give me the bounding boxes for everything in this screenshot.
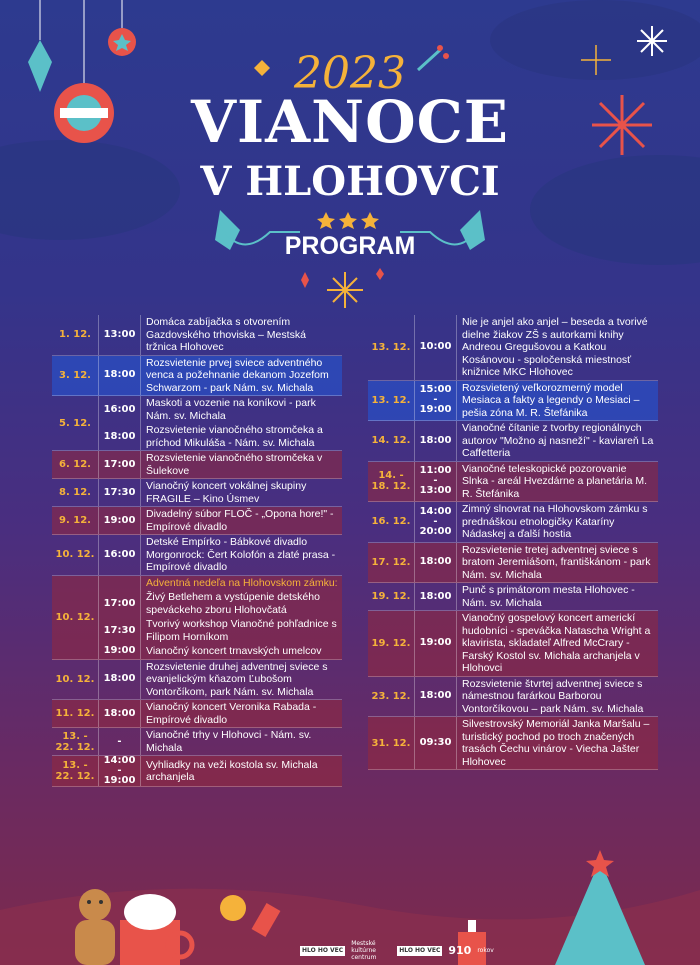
event-description: Maskoti a vozenie na koníkovi - park Nám. sv. Michala <box>146 397 316 422</box>
event-time: 18:00 <box>99 660 141 700</box>
event-item <box>99 356 342 396</box>
event-item <box>415 611 658 676</box>
event-description: Nie je anjel ako anjel – beseda a tvorivé dielne žiakov ZŠ s autorkami knihy Andreou Gregušovou a Katkou Kosánovou - spoločenská miestnosť knižnice MKC Hlohovec <box>462 316 648 378</box>
schedule-row <box>368 543 658 584</box>
gingerbread-icon <box>75 889 115 965</box>
event-date: 8. 12. <box>52 479 99 506</box>
schedule-row <box>52 535 342 576</box>
event-description: Domáca zabíjačka s otvorením Gazdovského trhoviska – Mestská tržnica Hlohovec <box>146 316 306 353</box>
schedule-row <box>52 507 342 535</box>
logo-city: HLO HO VEC <box>399 946 441 954</box>
event-time: 10:00 <box>415 315 457 380</box>
event-time: 16:00 <box>99 396 141 423</box>
event-description: Vyhliadky na veži kostola sv. Michala archanjela <box>146 758 318 783</box>
event-date: 10. 12. <box>52 660 99 700</box>
event-time: 17:00 <box>99 451 141 478</box>
event-date: 23. 12. <box>368 677 415 717</box>
event-item <box>99 451 342 478</box>
event-item <box>99 315 342 355</box>
event-date: 31. 12. <box>368 717 415 769</box>
event-item <box>99 576 342 591</box>
event-item <box>415 381 658 421</box>
event-time: 15:00 - 19:00 <box>415 381 457 421</box>
event-time: 14:00 - 20:00 <box>415 502 457 542</box>
event-date: 1. 12. <box>52 315 99 355</box>
event-description: Punč s primátorom mesta Hlohovec - Nám. sv. Michala <box>462 584 635 609</box>
schedule-row <box>368 502 658 543</box>
event-item <box>415 717 658 769</box>
event-time: 13:00 <box>99 315 141 355</box>
event-date: 13. 12. <box>368 381 415 421</box>
schedule-row <box>52 728 342 756</box>
schedule-row <box>368 611 658 677</box>
schedule-row <box>52 756 342 787</box>
event-item <box>415 462 658 502</box>
event-item <box>99 423 342 450</box>
schedule-right-column <box>368 315 658 770</box>
event-description: Divadelný súbor FLOČ - „Opona hore!" - Empírové divadlo <box>146 508 334 533</box>
schedule-row <box>368 677 658 718</box>
event-time: 18:00 <box>415 583 457 610</box>
schedule-row <box>52 660 342 701</box>
schedule-row <box>368 583 658 611</box>
event-date: 13. 12. <box>368 315 415 380</box>
event-time: 11:00 - 13:00 <box>415 462 457 502</box>
event-date: 17. 12. <box>368 543 415 583</box>
schedule-row <box>368 421 658 462</box>
event-time: 18:00 <box>99 423 141 450</box>
logo-910: 910 <box>448 944 472 957</box>
schedule-row <box>52 576 342 660</box>
event-time: 18:00 <box>99 356 141 396</box>
event-description: Silvestrovský Memoriál Janka Maršalu – turistický pochod po troch značených trasách Čechu vinárov - Viecha Jašter Hlohovec <box>462 718 650 768</box>
event-description: Zimný slnovrat na Hlohovskom zámku s prednáškou etnologičky Kataríny Nádaskej a ďalší hostia <box>462 503 648 540</box>
logo-910-text: rokov <box>477 947 494 954</box>
event-date: 10. 12. <box>52 576 99 659</box>
event-time: 14:00 - 19:00 <box>99 756 141 786</box>
schedule-row <box>368 381 658 422</box>
event-item <box>415 583 658 610</box>
sponsor-logos <box>300 940 494 961</box>
event-date: 14. - 18. 12. <box>368 462 415 502</box>
event-item <box>415 421 658 461</box>
program-heading: PROGRAM <box>284 232 416 260</box>
event-time: 09:30 <box>415 717 457 769</box>
schedule-row <box>52 396 342 451</box>
schedule-row <box>368 462 658 503</box>
schedule-row <box>368 315 658 381</box>
event-description: Rozsvietenie vianočného stromčeka a príchod Mikuláša - Nám. sv. Michala <box>146 424 323 449</box>
event-date: 5. 12. <box>52 396 99 450</box>
event-description: Tvorivý workshop Vianočné pohľadnice s Filipom Horníkom <box>146 618 337 643</box>
event-date: 3. 12. <box>52 356 99 396</box>
event-date: 10. 12. <box>52 535 99 575</box>
event-description: Rozsvietenie štvrtej adventnej sviece s námestnou farárkou Barborou Vontorčíkovou – park Nám. sv. Michala <box>462 677 644 715</box>
event-description: Detské Empírko - Bábkové divadlo Morgonrock: Čert Kolofón a zlaté prasa - Empírové divadlo <box>146 536 336 573</box>
event-date: 14. 12. <box>368 421 415 461</box>
event-time: 19:00 <box>99 507 141 534</box>
event-description: Rozsvietenie tretej adventnej sviece s bratom Jeremiášom, františkánom - park Nám. sv. Michala <box>462 543 651 581</box>
event-description: Vianočné trhy v Hlohovci - Nám. sv. Michala <box>146 729 312 754</box>
event-item <box>99 479 342 506</box>
event-item <box>99 535 342 575</box>
event-item <box>99 617 342 644</box>
event-item <box>99 507 342 534</box>
schedule-row <box>52 315 342 356</box>
event-description: Rozsvietený veľkorozmerný model Mesiaca a fakty a legendy o Mesiaci – pešia zóna M. R. Štefánika <box>462 381 640 419</box>
event-item <box>99 728 342 755</box>
logo-mkc: HLO HO VEC <box>302 946 344 954</box>
event-description: Vianočný koncert vokálnej skupiny FRAGILE – Kino Úsmev <box>146 480 307 505</box>
event-item <box>99 396 342 423</box>
schedule-row <box>52 700 342 728</box>
event-time: 16:00 <box>99 535 141 575</box>
event-date: 19. 12. <box>368 583 415 610</box>
year: 2023 <box>294 48 406 99</box>
event-date: 6. 12. <box>52 451 99 478</box>
event-date: 13. - 22. 12. <box>52 728 99 755</box>
event-item <box>415 315 658 380</box>
event-item <box>99 660 342 700</box>
page-title-line2: V HLOHOVCI <box>200 158 500 205</box>
event-time: 19:00 <box>415 611 457 676</box>
event-time <box>99 576 141 591</box>
event-item <box>99 700 342 727</box>
event-description: Živý Betlehem a vystúpenie detského speváckeho zboru Hlohovčatá <box>146 591 320 616</box>
event-time: 18:00 <box>415 543 457 583</box>
event-note: Adventná nedeľa na Hlohovskom zámku: <box>146 576 338 589</box>
schedule-row <box>52 356 342 397</box>
event-description: Rozsvietenie prvej sviece adventného venca a požehnanie dekanom Jozefom Schwarzom - park Nám. sv. Michala <box>146 356 329 394</box>
event-item <box>415 543 658 583</box>
event-description: Rozsvietenie vianočného stromčeka v Šulekove <box>146 452 323 477</box>
event-time: - <box>99 728 141 755</box>
event-time: 17:00 <box>99 590 141 617</box>
event-time: 18:00 <box>99 700 141 727</box>
page-title: VIANOCE <box>190 88 510 156</box>
event-description: Vianočný gospelový koncert americkí hudobníci - speváčka Natascha Wright a klavirista, skladateľ Alfred McCrary - Farský Kostol sv. Michala archanjela v Hlohovci <box>462 612 651 674</box>
event-date: 19. 12. <box>368 611 415 676</box>
event-item <box>415 502 658 542</box>
event-date: 13. - 22. 12. <box>52 756 99 786</box>
event-time: 17:30 <box>99 479 141 506</box>
event-description: Vianočný koncert Veronika Rabada - Empírové divadlo <box>146 701 317 726</box>
schedule-row <box>368 717 658 770</box>
event-date: 9. 12. <box>52 507 99 534</box>
schedule-row <box>52 479 342 507</box>
event-description: Vianočné teleskopické pozorovanie Slnka - areál Hvezdárne a planetária M. R. Štefánika <box>462 462 648 500</box>
schedule-row <box>52 451 342 479</box>
event-item <box>99 644 342 659</box>
event-time: 19:00 <box>99 644 141 659</box>
event-time: 17:30 <box>99 617 141 644</box>
event-time: 18:00 <box>415 677 457 717</box>
logo-mkc-text: Mestské kultúrne centrum <box>351 940 377 961</box>
event-item <box>99 590 342 617</box>
event-description: Vianočné čítanie z tvorby regionálnych autorov "Možno aj nasneží" - kaviareň La Caffetteria <box>462 422 654 459</box>
event-date: 11. 12. <box>52 700 99 727</box>
event-time: 18:00 <box>415 421 457 461</box>
event-item <box>415 677 658 717</box>
event-description: Vianočný koncert trnavských umelcov <box>146 645 322 657</box>
schedule-left-column <box>52 315 342 787</box>
event-description: Rozsvietenie druhej adventnej sviece s evanjelickým kňazom Ľubošom Vontorčíkom, park Nám. sv. Michala <box>146 660 328 698</box>
event-item <box>99 756 342 786</box>
event-date: 16. 12. <box>368 502 415 542</box>
